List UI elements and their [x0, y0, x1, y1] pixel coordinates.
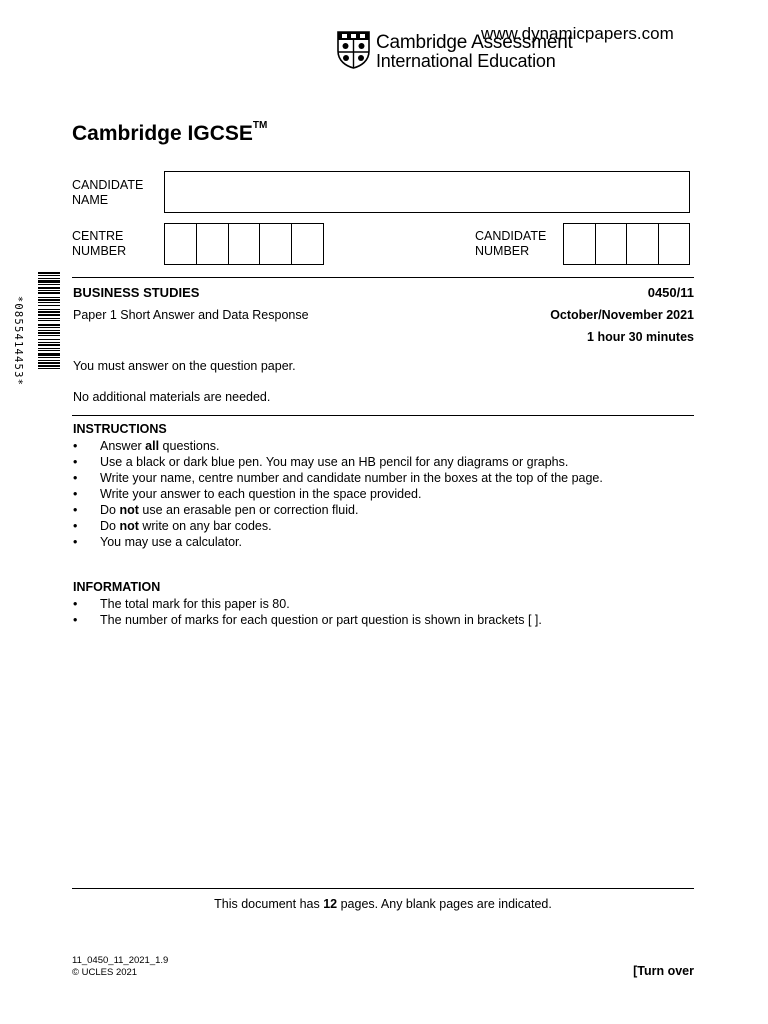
university-crest-icon [337, 31, 370, 69]
org-name-line1: Cambridge Assessment [376, 32, 573, 53]
list-item: • Use a black or dark blue pen. You may use an HB pencil for any diagrams or graphs. [72, 454, 712, 470]
candidate-name-label-line2: NAME [72, 193, 109, 207]
exam-duration: 1 hour 30 minutes [587, 330, 694, 344]
barcode-bar [38, 305, 60, 306]
barcode-bar [38, 339, 60, 340]
centre-digit-box[interactable] [260, 224, 292, 264]
candidate-number-boxes[interactable] [563, 223, 690, 265]
paper-title: Paper 1 Short Answer and Data Response [73, 308, 309, 322]
qualification-name: Cambridge IGCSE [72, 122, 253, 145]
centre-digit-box[interactable] [229, 224, 261, 264]
candidate-digit-box[interactable] [596, 224, 628, 264]
barcode-bar [38, 350, 60, 351]
information-heading: INFORMATION [73, 580, 161, 594]
subject-name: BUSINESS STUDIES [73, 285, 200, 300]
barcode-bar [38, 320, 60, 321]
centre-number-label-line2: NUMBER [72, 244, 127, 258]
barcode-bar [38, 297, 60, 298]
barcode-bar [38, 314, 60, 316]
candidate-name-input[interactable] [164, 171, 690, 213]
centre-digit-box[interactable] [165, 224, 197, 264]
list-item: • Do not write on any bar codes. [72, 518, 712, 534]
list-item: • Do not use an erasable pen or correction fluid. [72, 502, 712, 518]
candidate-number-label-line2: NUMBER [475, 244, 530, 258]
qualification-title [72, 122, 267, 146]
barcode-bar [38, 357, 60, 358]
centre-digit-box[interactable] [292, 224, 323, 264]
candidate-digit-box[interactable] [627, 224, 659, 264]
candidate-digit-box[interactable] [564, 224, 596, 264]
list-item: • Write your answer to each question in the space provided. [72, 486, 712, 502]
turn-over-note: [Turn over [633, 964, 694, 978]
barcode-bar [38, 272, 60, 274]
candidate-digit-box[interactable] [659, 224, 690, 264]
barcode-bar [38, 342, 60, 343]
instructions-heading: INSTRUCTIONS [73, 422, 167, 436]
candidate-name-label-line1: CANDIDATE [72, 178, 144, 192]
copyright: © UCLES 2021 [72, 967, 138, 978]
exam-session: October/November 2021 [550, 308, 694, 322]
barcode-bar [38, 344, 60, 346]
divider [72, 277, 694, 278]
centre-number-label [72, 229, 126, 259]
materials-note: No additional materials are needed. [73, 390, 271, 404]
candidate-number-label [475, 229, 546, 259]
barcode-bar [38, 335, 60, 336]
barcode-bar [38, 330, 60, 331]
barcode-bar [38, 290, 60, 291]
list-item: • The number of marks for each question or part question is shown in brackets [ ]. [72, 612, 712, 628]
barcode-bar [38, 302, 60, 303]
barcode-bar [38, 327, 60, 328]
barcode-bar [38, 365, 60, 367]
barcode-bar [38, 362, 60, 364]
paper-code: 0450/11 [647, 285, 694, 300]
answer-note: You must answer on the question paper. [73, 359, 296, 373]
barcode-number-text: *0855414453* [12, 295, 24, 387]
centre-number-boxes[interactable] [164, 223, 324, 265]
page-count-note: This document has 12 pages. Any blank pages are indicated. [214, 897, 552, 911]
barcode-bar [38, 368, 60, 369]
barcode-number [2, 272, 34, 410]
document-reference [72, 955, 168, 979]
barcode-bar [38, 311, 60, 313]
list-item: • You may use a calculator. [72, 534, 712, 550]
list-item: • Answer all questions. [72, 438, 712, 454]
org-name-line2: International Education [376, 51, 556, 71]
barcode-bar [38, 348, 60, 349]
barcode-bar [38, 284, 60, 285]
barcode-bar [38, 292, 60, 294]
trademark-symbol: TM [252, 120, 268, 131]
barcode-bar [38, 275, 60, 276]
barcode-bar [38, 299, 60, 301]
barcode-bar [38, 280, 60, 283]
candidate-name-label [72, 178, 143, 208]
footer-divider [72, 888, 694, 889]
centre-number-label-line1: CENTRE [72, 229, 124, 243]
barcode-bar [38, 309, 60, 310]
list-item: • Write your name, centre number and candidate number in the boxes at the top of the page. [72, 470, 712, 486]
watermark-url: www.dynamicpapers.com [481, 24, 674, 43]
instructions-list [72, 438, 712, 550]
centre-digit-box[interactable] [197, 224, 229, 264]
information-list [72, 596, 712, 628]
barcode-bar [38, 278, 60, 279]
barcode [38, 272, 60, 410]
barcode-bar [38, 318, 60, 319]
barcode-bar [38, 287, 60, 289]
list-item: • The total mark for this paper is 80. [72, 596, 712, 612]
reference-code: 11_0450_11_2021_1.9 [72, 955, 169, 966]
barcode-bar [38, 332, 60, 334]
divider [72, 415, 694, 416]
barcode-bar [38, 360, 60, 361]
barcode-bar [38, 353, 60, 356]
candidate-number-label-line1: CANDIDATE [475, 229, 547, 243]
barcode-bar [38, 324, 60, 326]
